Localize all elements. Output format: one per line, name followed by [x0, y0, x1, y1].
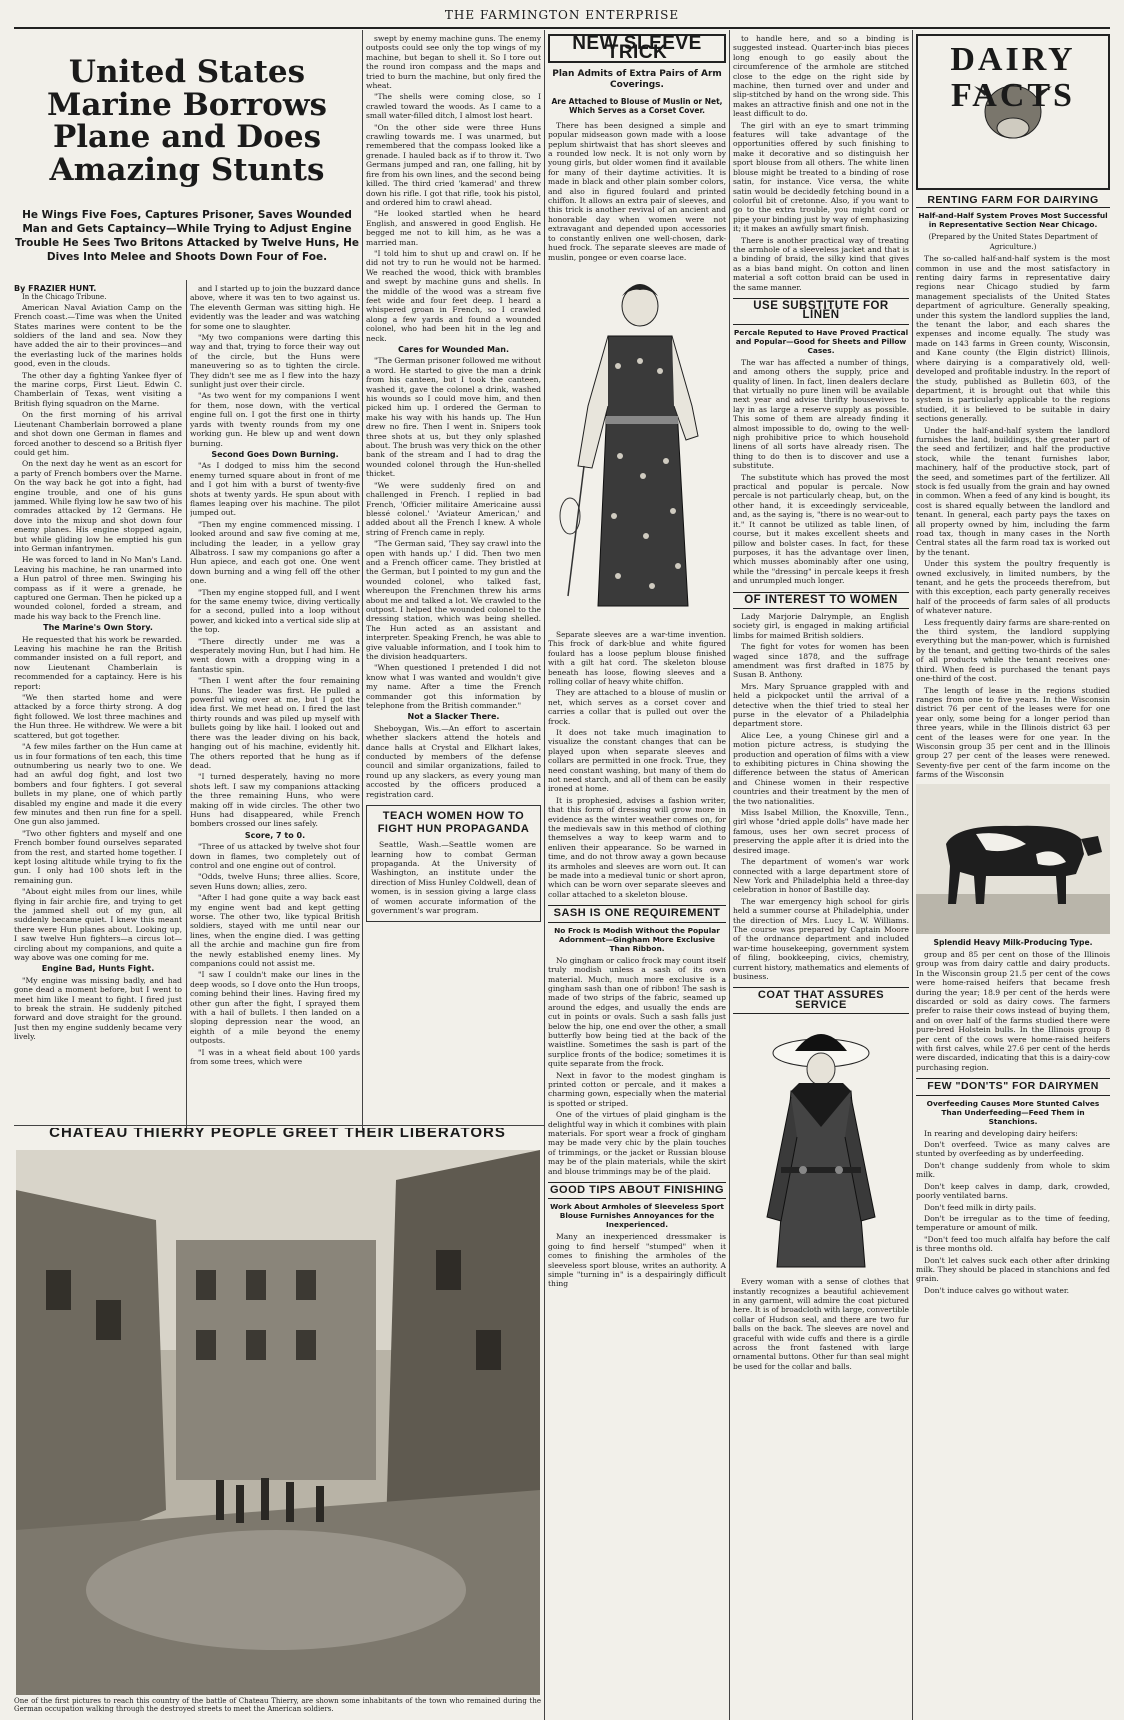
cow-photo: [916, 784, 1110, 934]
dairy-col: [916, 34, 1110, 1718]
article-paragraph: Miss Isabel Million, the Knoxville, Tenn., girl whose "dried apple dolls" have made her famous, uses her own secret process of preserving the apple after it is dried into the desired image.: [733, 808, 909, 855]
column-rule: [362, 30, 363, 1130]
prepared-by: (Prepared by the United States Department of Agriculture.): [928, 232, 1098, 251]
column-rule: [729, 30, 730, 1720]
donts-headline: FEW "DON'TS" FOR DAIRYMEN: [916, 1078, 1110, 1095]
section-heading: Engine Bad, Hunts Fight.: [41, 964, 155, 974]
marine-headline-block: [14, 34, 360, 279]
column-rule: [544, 30, 545, 1720]
article-paragraph: "There directly under me was a desperately moving Hun, but I had him. He went down with a dropping wing in a fantastic spin.: [190, 636, 360, 674]
article-paragraph: The so-called half-and-half system is the most common in use and the most satisfactory in renting dairy farms in representative dairy regions near Chicago studied by farm management specialists of the United States department of agriculture. Generally speaking, under this system the landlord supplies the land, the tenant the labor, and each shares the expenses and income equally. The study was made on 143 farms in Green county, Wisconsin, and Kane county (the Elgin district) Illinois, where dairying is a comparatively old, well-developed and profitable industry. In the report of the study, published as Bulletin 603, of the department, it is brought out that while this system is particularly applicable to the regions studied, it is believed to be suitable in dairy sections generally.: [916, 254, 1110, 424]
article-paragraph: The length of lease in the regions studied ranges from one to five years. In the Wisconsin district 76 per cent of the leases were for one year only, some being for a longer period than three years, while in the Illinois district 63 per cent of the leases were for one year. In the Wisconsin group 35 per cent and in the Illinois group 27 per cent of the leases were renewed. Seventy-five per cent of the farm income on the farms of the Wisconsin: [916, 685, 1110, 780]
article-paragraph: Under this system the poultry frequently is owned exclusively, in limited numbers, by the tenant, and he gets the proceeds therefrom, but with this exception, each party generally receives half of the proceeds of farm sales of all products of whatever nature.: [916, 559, 1110, 616]
dairy-facts-title: [918, 42, 1108, 114]
article-paragraph: and I started up to join the buzzard dance above, where it was ten to two against us. The eleventh German was sitting high. He evidently was the leader and was watching for some one to slaughter.: [190, 284, 360, 331]
column-rule: [186, 280, 187, 1130]
article-paragraph: The war has affected a number of things, and among others the supply, price and quality of linen. In fact, linen dealers declare that virtually no pure linen will be available next year and advise thrifty housewives to lay in as large a reserve supply as possible. This some of them are already finding it almost impossible to do, owing to the well-nigh prohibitive price to which household linens of all sorts have already risen. The thing to do then is to discover and use a substitute.: [733, 357, 909, 471]
street-scene-image: [16, 1150, 540, 1695]
article-paragraph: "The German prisoner followed me without a word. He started to give the man a drink from his canteen, but I took the canteen, washed it, gave the colonel a drink, washed his wounds so I could move him, and then picked him up. I ordered the German to make his way with his hands up. The Hun drew no fire. Then I went in. Snipers took three shots at us, but they only splashed about. The brush was very thick on the other bank of the stream and I had to drag the wounded colonel through the Hun-shelled thicket.: [366, 356, 541, 479]
article-paragraph: On the next day he went as an escort for a party of French bombers over the Marne. On the way back he got into a fight, had engine trouble, and one of his guns jammed. While flying low he saw two of his comrades attacked by 12 Germans. He dove into the mixup and shot down four enemy planes. His engine stopped again, but while gliding low he emptied his gun into German infantrymen.: [14, 459, 182, 553]
article-paragraph: "We then started home and were attacked by a force thirty strong. A dog fight followed. We lost three machines and the Hun three. He withdrew. We were a bit scattered, but got together.: [14, 693, 182, 740]
marine-subhead: He Wings Five Foes, Captures Prisoner, Saves Wounded Man and Gets Captaincy—While Trying to Adjust Engine Trouble He Sees Two Britons Attacked by Twelve Huns, He Dives Into Melee and Shoots Down Four of Foe.: [14, 209, 360, 264]
tips-headline: GOOD TIPS ABOUT FINISHING: [548, 1182, 726, 1199]
article-paragraph: "On the other side were three Huns crawling towards me. I was unarmed, but remembered that the compass looked like a grenade. I hauled back as if to throw it. Two Germans jumped and ran, one falling, hit by fire from his own lines, and the second being killed. The third cried 'kamerad' and threw down his rifle. I got that rifle, took his pistol, and ordered him to crawl ahead.: [366, 122, 541, 207]
article-paragraph: "Two other fighters and myself and one French bomber found ourselves separated from the rest, and started home together. I kept losing altitude while trying to fix the gun. I only had 100 shots left in the remaining gun.: [14, 828, 182, 885]
article-paragraph: The department of women's war work connected with a large department store of New York and Philadelphia held a three-day celebration in honor of Bastille day.: [733, 857, 909, 895]
article-paragraph: Lady Marjorie Dalrymple, an English society girl, is engaged in making artificial limbs for maimed British soldiers.: [733, 611, 909, 640]
marine-story-col3: [366, 34, 541, 1089]
section-heading: Score, 7 to 0.: [244, 830, 306, 840]
donts-subhead: Overfeeding Causes More Stunted Calves Than Underfeeding—Feed Them in Stanchions.: [926, 1098, 1100, 1126]
article-paragraph: "He looked startled when he heard English, and answered in good English. He begged me not to kill him, as he was a married man.: [366, 209, 541, 247]
fashion-col: [548, 34, 726, 1718]
article-paragraph: "Don't feed too much alfalfa hay before the calf is three months old.: [916, 1234, 1110, 1254]
sleeve-dress-illustration: [548, 266, 726, 626]
sleeve-headline: NEW SLEEVE TRICK: [548, 34, 726, 63]
women-headline: OF INTEREST TO WOMEN: [733, 592, 909, 609]
article-paragraph: "As two went for my companions I went for them, nose down, with the vertical engine full on. I got the first one in thirty yards with twenty rounds from my one working gun. He blew up and went down burning.: [190, 391, 360, 448]
article-paragraph: Don't change suddenly from whole to skim milk.: [916, 1160, 1110, 1180]
article-paragraph: He was forced to land in No Man's Land. Leaving his machine, he ran unarmed into a Hun patrol of three men. Swinging his compass as if it were a grenade, he captured one German. Then he picked up a wounded colonel, forded a stream, and made his way back to the French line.: [14, 555, 182, 621]
article-paragraph: "When questioned I pretended I did not know what I was wanted and wouldn't give my name. After a time the French commander got this information by telephone from the British commander.": [366, 663, 541, 711]
article-paragraph: to handle here, and so a binding is suggested instead. Quarter-inch bias pieces long enough to go easily about the circumference of the armhole are stitched close to the edge on the right side by machine, then turned over and under and slip-stitched by hand on the wrong side. This makes an attractive finish and one not in the least difficult to do.: [733, 34, 909, 119]
marine-headline: United States Marine Borrows Plane and Does Amazing Stunts: [47, 54, 327, 188]
dairy-facts-logo: [916, 34, 1110, 190]
article-paragraph: It is prophesied, advises a fashion writer, that this form of dressing will grow more in evidence as the winter weather comes on, for the medievals saw in this method of clothing themselves a way to keep warm and to enliven their appearance. So be warned in time, and do not throw away a gown because its armholes and sleeves are worn out. It can be made into a medieval tunic or short apron, which can be worn over separate sleeves and collar attached to a skeleton blouse.: [548, 795, 726, 899]
section-heading: The Marine's Own Story.: [43, 623, 153, 633]
section-heading: Not a Slacker There.: [407, 712, 500, 722]
holstein-cow-image: [916, 784, 1110, 934]
article-paragraph: "I told him to shut up and crawl on. If he did not try to run he would not be harmed. We reached the wood, thick with brambles and swept by machine guns and shells. In the middle of the wood was a stream five feet wide and four feet deep. I heard a whispered groan in French, so I crawled along a few yards and found a wounded colonel, who had been hit in the leg and neck.: [366, 248, 541, 343]
coat-headline: COAT THAT ASSURES SERVICE: [733, 987, 909, 1014]
article-paragraph: Under the half-and-half system the landlord furnishes the land, buildings, the greater part of the seed and fertilizer, and half the productive stock, while the tenant furnishes labor, machinery, half of the productive stock, part of the seed, and sometimes part of the fertilizer. All stock is fed usually from the grain and hay owned in common. When a feed of any kind is bought, its cost is shared equally between the landlord and tenant. In general, each party pays the taxes on all property owned by him, including the farm road tax, though in many cases in the North Central states all the farm road tax is worked out by the tenant.: [916, 425, 1110, 557]
article-paragraph: Sheboygan, Wis.—An effort to ascertain whether slackers attend the hotels and dance halls at Crystal and Elkhart lakes, conducted by members of the defense council and similar organizations, failed to round up any slackers, as every young man accosted by the officers produced a registration card.: [366, 723, 541, 799]
chateau-headline: CHATEAU THIERRY PEOPLE GREET THEIR LIBERATORS: [49, 1128, 506, 1141]
article-paragraph: "As I dodged to miss him the second enemy turned square about in front of me and I got him with a burst of twenty-five shots at twenty yards. He spun about with flames leaping over his machine. The pilot jumped out.: [190, 461, 360, 518]
article-paragraph: No gingham or calico frock may count itself truly modish unless a sash of its own material. Much, much more exclusive is a gingham sash than one of ribbon! The sash is made of two strips of the fabric, seamed up around the edges, and usually the ends are cut in points or ovals. Such a sash falls just below the hip, one end over the other, a small butterfly bow being tied at the back of the waistline. Sometimes the sash is part of the surplice fronts of the bodice; sometimes it is quite separate from the frock.: [548, 955, 726, 1069]
article-paragraph: "Then my engine commenced missing. I looked around and saw five coming at me, including the leader, in a yellow gray Albatross. I saw my companions go after a Hun apiece, and each got one. One went down burning and a wing fell off the other one.: [190, 519, 360, 586]
article-paragraph: "My engine was missing badly, and had gone dead a moment before, but I went to meet him like I meant to fight. I fired just to break the strain. He suddenly pitched forward and dove straight for the ground. Just then my engine suddenly became very lively.: [14, 975, 182, 1042]
tips-subhead: Work About Armholes of Sleeveless Sport Blouse Furnishes Annoyances for the Inexperienced.: [550, 1202, 724, 1230]
sash-headline: SASH IS ONE REQUIREMENT: [548, 905, 726, 922]
article-paragraph: Mrs. Mary Spruance grappled with and held a pickpocket until the arrival of a detective when the thief tried to steal her purse in the elevator of a Philadelphia department store.: [733, 681, 909, 729]
marine-story-col2: [190, 284, 360, 1122]
article-paragraph: "Three of us attacked by twelve shot four down in flames, two completely out of control and one engine out of control.: [190, 842, 360, 870]
masthead-rule: [14, 27, 1110, 29]
article-paragraph: "We were suddenly fired on and challenged in French. I replied in bad French, 'Officier militaire Americaine aussi blessé colonel.' 'Aviateur American,' and added about all the French I knew. A whole string of French came in reply.: [366, 480, 541, 537]
article-paragraph: Seattle, Wash.—Seattle women are learning how to combat German propaganda. At the University of Washington, an institute under the direction of Miss Hunley Coldwell, dean of women, is in session giving a large class of women accurate information of the government's war program.: [371, 840, 536, 915]
article-paragraph: "I turned desperately, having no more shots left. I saw my companions attacking the three remaining Huns, who were making off in wide circles. The other two Huns had disappeared, while French bombers crossed our lines safely.: [190, 772, 360, 829]
article-paragraph: "After I had gone quite a way back east my engine went bad and kept getting worse. The other two, like typical British soldiers, stayed with me until near our lines, when the engine died. I was getting all the archie and machine gun fire from the newly established enemy lines. My companions could not assist me.: [190, 893, 360, 969]
sleeve-subhead: Plan Admits of Extra Pairs of Arm Coverings.: [552, 68, 722, 90]
propaganda-box: [366, 805, 541, 922]
article-paragraph: It does not take much imagination to visualize the constant changes that can be played upon when separate sleeves and collars are permitted in one frock. True, they need constant washing, but many of them do not need starch, and all of them can be easily ironed at home.: [548, 727, 726, 794]
coat-illustration: [733, 1017, 909, 1277]
article-paragraph: The war emergency high school for girls held a summer course at Philadelphia, under the direction of Mrs. Lucy L. W. Williams. The course was prepared by Captain Moore of the ordnance department and included war-time housekeeping, government system of filing, bookkeeping, civics, chemistry, current history, mathematics and elements of business.: [733, 896, 909, 981]
article-paragraph: Don't be irregular as to the time of feeding, temperature or amount of milk.: [916, 1213, 1110, 1233]
article-paragraph: "Then I went after the four remaining Huns. The leader was first. He pulled a powerful wing over at me, but I got the idea first. We met head on. I fired the last thirty rounds and was piled up myself with bullets going by like hail. I looked out and there was the leader diving on his back, hanging out of his machine, evidently hit. The others reported that he hung as if dead.: [190, 676, 360, 770]
marine-story-col1: [14, 284, 182, 1122]
article-paragraph: He requested that his work be rewarded. Leaving his machine he ran the British commander insisted on a full report, and now Lieutenant Chamberlain is recommended for a captaincy. Here is his report:: [14, 634, 182, 691]
article-paragraph: group and 85 per cent on those of the Illinois group was from dairy cattle and dairy products. In the Wisconsin group 21.5 per cent of the cows were home-raised heifers that became fresh during the year; 18.9 per cent of the herds were discarded or sold as dairy cows. The farmers prefer to raise their cows instead of buying them, and on over half of the farms studied there were pure-bred Holstein bulls. In the Illinois group 8 per cent of the cows were home-raised heifers with first calves, while 27.6 per cent of the herds were discarded, indicating that this is a dairy-cow purchasing region.: [916, 949, 1110, 1072]
marine-dateline: In the Chicago Tribune.: [22, 293, 107, 302]
article-paragraph: "I saw I couldn't make our lines in the deep woods, so I dove onto the Hun troops, coming behind their lines. Having fired my other gun after the fight, I sprayed them with a hail of bullets. I then landed on a sloping depression near the wood, an eighth of a mile beyond the enemy outposts.: [190, 970, 360, 1046]
article-paragraph: There has been designed a simple and popular midseason gown made with a loose peplum shirtwaist that has short sleeves and a rounded low neck. It is not only worn by young girls, but older women find it available for many of their daytime activities. It is made in black and other plain somber colors, and also in figured foulard and printed chiffon. It allows an extra pair of sleeves, and this trick is another revival of an ancient and honorable day when women were not extravagant and depended upon accessories to constantly enliven one well-chosen, dark-hued frock. The separate sleeves are made of muslin, pongee or even coarse lace.: [548, 120, 726, 262]
article-paragraph: swept by enemy machine guns. The enemy outposts could see only the top wings of my machine, but began to shell it. So I tore out the round iron compass and the maps and tried to burn the machine, but only fired the wheat.: [366, 34, 541, 91]
article-paragraph: The substitute which has proved the most practical and popular is percale. Now percale is not particularly cheap, but, on the other hand, it is exceedingly serviceable, and, as the saying is, "there is no wear-out to it." It cannot be utilized as table linen, of course, but it makes excellent sheets and pillow and bolster cases. In fact, for these purposes, it has the advantage over linen, which musses abominably after one using, while the "dressing" in percale keeps it fresh and unrumpled much longer.: [733, 472, 909, 586]
article-paragraph: "My two companions were darting this way and that, trying to force their way out of the circle, but the Huns were maneuvering so as to tighten the circle. They didn't see me as I flew into the hazy sunlight just over their circle.: [190, 333, 360, 390]
article-paragraph: Many an inexperienced dressmaker is going to find herself "stumped" when it comes to finishing the armholes of the sleeveless sport blouse, writes an authority. A simple "turning in" is a despairingly difficult thing: [548, 1232, 726, 1289]
article-paragraph: Less frequently dairy farms are share-rented on the third system, the landlord supplying everything but the man-power, which is furnished by the tenant, and getting two-thirds of the sales of all products while the tenant receives one-third. When feed is purchased the tenant pays one-third of the cost.: [916, 617, 1110, 684]
article-paragraph: There is another practical way of treating the armhole of a sleeveless jacket and that is a binding of braid, the silky kind that gives as a bias band might. On cotton and linen material a soft cotton braid can be used in the same manner.: [733, 235, 909, 292]
masthead: THE FARMINGTON ENTERPRISE: [444, 8, 680, 22]
article-paragraph: The girl with an eye to smart trimming features will take advantage of the opportunities offered by such finishing to make it decorative and so distinguish her sport blouse from all others. The white linen blouse might be treated to a binding of rose satin, for instance. Vice versa, the white satin would be decidedly fetching bound in a colorful bit of cretonne. Also, if you want to go to the extra trouble, you might cord or pipe your binding just by way of emphasizing it; it makes an awfully smart finish.: [733, 120, 909, 234]
article-paragraph: "Then my engine stopped full, and I went for the same enemy twice, diving vertically for a second, pulled into a loop without power, and kicked into a vertical side slip at the top.: [190, 587, 360, 635]
section-heading: Second Goes Down Burning.: [211, 449, 339, 459]
article-paragraph: Don't induce calves go without water.: [924, 1285, 1070, 1295]
figure-caption: Separate sleeves are a war-time invention. This frock of dark-blue and white figured foulard has a loose peplum blouse finished with a gilt hat cord. The skeleton blouse beneath has loose, flowing sleeves and a rolling collar of heavy white chiffon.: [548, 629, 726, 686]
propaganda-headline: TEACH WOMEN HOW TO FIGHT HUN PROPAGANDA: [377, 810, 530, 836]
chateau-headline-block: [14, 1128, 541, 1150]
renting-headline: RENTING FARM FOR DAIRYING: [916, 194, 1110, 208]
article-paragraph: "Odds, twelve Huns; three allies. Score, seven Huns down; allies, zero.: [190, 872, 360, 891]
article-paragraph: In rearing and developing dairy heifers:: [924, 1128, 1078, 1138]
linen-subhead: Percale Reputed to Have Proved Practical and Popular—Good for Sheets and Pillow Cases.: [733, 327, 909, 355]
column-rule: [912, 30, 913, 1720]
linen-headline: USE SUBSTITUTE FOR LINEN: [733, 298, 909, 325]
article-paragraph: "The shells were coming close, so I crawled toward the woods. As I came to a small water-filled ditch, I almost lost heart.: [366, 92, 541, 121]
article-paragraph: Don't let calves suck each other after drinking milk. They should be placed in stanchions and fed grain.: [916, 1255, 1110, 1284]
article-paragraph: The fight for votes for women has been waged since 1878, and the suffrage amendment was first drafted in 1875 by Susan B. Anthony.: [733, 642, 909, 680]
article-paragraph: They are attached to a blouse of muslin or net, which serves as a corset cover and carries a collar that is pulled out over the frock.: [548, 688, 726, 726]
article-paragraph: American Naval Aviation Camp on the French coast.—Time was when the United States marines were content to be the soldiers of the land and sea. Now they have added the air to their provinces—and the everlasting luck of the marines holds good, even in the clouds.: [14, 302, 182, 369]
article-paragraph: Alice Lee, a young Chinese girl and a motion picture actress, is studying the production and operation of films with a view to exhibiting pictures in China showing the difference between the status of American and Chinese women in their respective countries and their treatment by the men of the two nationalities.: [733, 730, 909, 806]
chateau-caption: One of the first pictures to reach this country of the battle of Chateau Thierry, are shown some inhabitants of the town who remained during the German occupation walking through the destroyed streets to meet the American soldiers.: [14, 1697, 541, 1713]
article-paragraph: "I was in a wheat field about 100 yards from some trees, which were: [190, 1047, 360, 1067]
article-paragraph: One of the virtues of plaid gingham is the delightful way in which it combines with plain materials. For sport wear a frock of gingham may be made very chic by the plain touches of trimmings, or the jacket or Russian blouse may be of the plain materials, while the skirt and blouse trimmings may be of the plaid.: [548, 1110, 726, 1176]
section-rule: [14, 1125, 544, 1126]
renting-subhead: Half-and-Half System Proves Most Successful in Representative Section Near Chicago.: [918, 211, 1108, 230]
article-paragraph: The other day a fighting Yankee flyer of the marine corps, First Lieut. Edwin C. Chamberlain of Texas, went visiting a British flying squadron on the Marne.: [14, 370, 182, 408]
cow-caption: Splendid Heavy Milk-Producing Type.: [933, 937, 1093, 947]
article-paragraph: "About eight miles from our lines, while flying in fair archie fire, and trying to get the jammed shell out of my gun, all suddenly became quiet. I knew this meant there were Hun planes about. Looking up, I saw twelve Hun fighters—a circus lot—circling about my companions, and quite a way above was one coming for me.: [14, 887, 182, 963]
figure-caption: Every woman with a sense of clothes that instantly recognizes a beautiful achievement in any garment, will admire the coat pictured here. It is of broadcloth with large, convertible collar of Hudson seal, and there are two fur balls on the back. The sleeves are novel and graceful with wide cuffs and there is a girdle across the front fastened with large ornamental buttons. Other fur than seal might be used for the collar and balls.: [733, 1277, 909, 1371]
article-paragraph: Don't overfeed. Twice as many calves are stunted by overfeeding as by underfeeding.: [916, 1140, 1110, 1159]
article-paragraph: "A few miles farther on the Hun came at us in four formations of ten each, this time outnumbering us nearly two to one. We had an awful dog fight, and lost two bombers and four fighters. I got several bullets in my plane, one of which partly disabled my engine and made it die every few minutes and then run fine for a spell. One gun also jammed.: [14, 742, 182, 827]
woman-coat-figure: [733, 1017, 909, 1277]
article-paragraph: Don't feed milk in dirty pails.: [924, 1202, 1037, 1212]
article-paragraph: Next in favor to the modest gingham is printed cotton or percale, and it makes a charming gown, especially when the material is spotted or striped.: [548, 1070, 726, 1108]
article-paragraph: "The German said, 'They say crawl into the open with hands up.' I did. Then two men and a French officer came. They bristled at the German, but I pointed to my gun and the wounded colonel, who talked fast, whereupon the Frenchmen threw his arms about me and talked a lot. We crawled to the outpost. I helped the wounded colonel to the dressing station, which was being shelled. The Hun acted as an assistant and interpreter. Speaking French, he was able to give valuable information, and I took him to the division headquarters.: [366, 539, 541, 661]
article-paragraph: Don't keep calves in damp, dark, crowded, poorly ventilated barns.: [916, 1181, 1110, 1201]
article-paragraph: On the first morning of his arrival Lieutenant Chamberlain borrowed a plane and shot down one German in flames and forced another to descend so a British flyer could get him.: [14, 410, 182, 457]
woman-dress-figure: [548, 266, 726, 626]
section-heading: Cares for Wounded Man.: [397, 345, 510, 354]
women-col: [733, 34, 909, 1718]
dairy-logo-text: DAIRY FACTS: [950, 41, 1076, 114]
marine-byline: By FRAZIER HUNT.: [14, 284, 97, 293]
chateau-thierry-photo: [16, 1150, 540, 1695]
sleeve-subhead-2: Are Attached to Blouse of Muslin or Net, Which Serves as a Corset Cover.: [551, 96, 723, 115]
sash-subhead: No Frock Is Modish Without the Popular Adornment—Gingham More Exclusive Than Ribbon.: [554, 925, 720, 953]
